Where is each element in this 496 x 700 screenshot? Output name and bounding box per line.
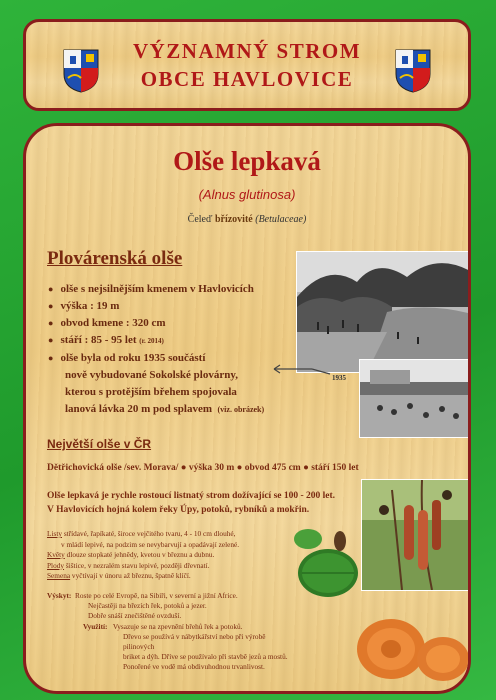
occurrence-line: Dobře snáší znečištěné ovzduší. [88,611,182,620]
header-title-line2: OBCE HAVLOVICE [140,67,354,91]
desc-key: Semena [47,571,71,580]
occurrence-info [47,591,317,621]
photo-year: 1935 [332,374,346,382]
tree-latin-name: (Alnus glutinosa) [198,187,296,202]
tree-family [26,214,468,225]
desc-text: dlouze stopkaté jehnědy, kvetou v březnu a dubnu. [64,550,215,559]
alder-wood-logs-photo [351,601,471,683]
coat-of-arms-icon [62,48,100,94]
desc-fruits [47,561,327,572]
fact-cont-text: lanová lávka 20 m pod splavem [65,403,212,415]
growth-info [47,489,372,517]
fact-continuation: nově vybudované Sokolské plovárny, [65,369,238,381]
desc-key: Listy [47,529,62,538]
fact-item [48,332,298,350]
growth-line: Olše lepkavá je rychle rostoucí listnatý strom dožívající se 100 - 200 let. [47,491,336,501]
fact-age: stáří : 85 - 95 let [60,334,137,346]
image-note: (viz. obrázek) [217,405,265,414]
desc-text: vyčtívají v únoru až březnu, špatně klíčí. [70,571,191,580]
tree-name: Olše lepkavá [173,146,321,176]
coat-of-arms-icon [394,48,432,94]
use-line: briket a dýh. Dříve se používalo při stavbě jezů a mostů. [123,652,288,661]
main-panel [23,123,471,694]
use-label: Využití: [83,622,108,631]
desc-key: Květy [47,550,65,559]
tree-facts-list [48,281,298,418]
use-line [83,622,298,632]
desc-seeds [47,571,327,582]
occurrence-label: Výskyt: [47,591,72,600]
family-latin: (Betulaceae) [255,214,307,225]
fact-item: ● olše byla od roku 1935 součástí [48,350,298,367]
fact-age-note: (r. 2014) [139,337,164,345]
growth-line: V Havlovicích hojná kolem řeky Úpy, potoků, rybníků a mokřin. [47,505,310,515]
desc-leaves [47,529,327,540]
family-name: břízovité [214,214,253,225]
header-title-line1: VÝZNAMNÝ STROM [132,39,362,63]
desc-leaves-cont: v mládí lepivé, na podzim se nevybarvují a opadávají zelené. [61,539,240,549]
fact-item: ● výška : 19 m [48,298,298,315]
botanical-description [47,529,327,582]
header-banner [23,19,471,111]
desc-key: Plody [47,560,65,570]
alder-catkins-photo [361,479,471,591]
pool-1935-photo [359,359,471,438]
occurrence-text: Roste po celé Evropě, na Sibiři, v severní a jižní Africe. [74,591,238,600]
section-title-plovarenska: Plovárenská olše [47,248,183,269]
use-line: Ponořené ve vodě má obdivuhodnou trvanlivost. [123,662,265,671]
desc-text: střídavé, řapíkaté, široce vejčitého tvaru, 4 - 10 cm dlouhé, [62,529,236,538]
desc-flowers [47,550,327,561]
family-prefix: Čeleď [187,214,213,225]
desc-text: šištice, v nezralém stavu lepivé, později dřevnatí. [64,560,210,570]
fact-continuation: kterou s protějším břehem spojovala [65,386,237,398]
occurrence-line: Nejčastěji na březích řek, potoků a jezer. [88,601,207,610]
occurrence-line [47,591,317,601]
use-info [83,622,298,672]
largest-alder-stats: Dětřichovická olše /sev. Morava/ ● výška 30 m ● obvod 475 cm ● stáří 150 let [47,463,359,473]
fact-item: ● obvod kmene : 320 cm [48,315,298,332]
use-line: Dřevo se používá v nábytkářství nebo při výrobě pilinových [123,632,266,651]
use-text: Vysazuje se na zpevnění břehů řek a potoků. [112,622,243,631]
historic-swimming-pool-photo [296,251,471,373]
fact-continuation [48,401,298,418]
section-title-largest: Největší olše v ČR [47,437,152,451]
fact-item: ● olše s nejsilnějším kmenem v Havlovicích [48,281,298,298]
